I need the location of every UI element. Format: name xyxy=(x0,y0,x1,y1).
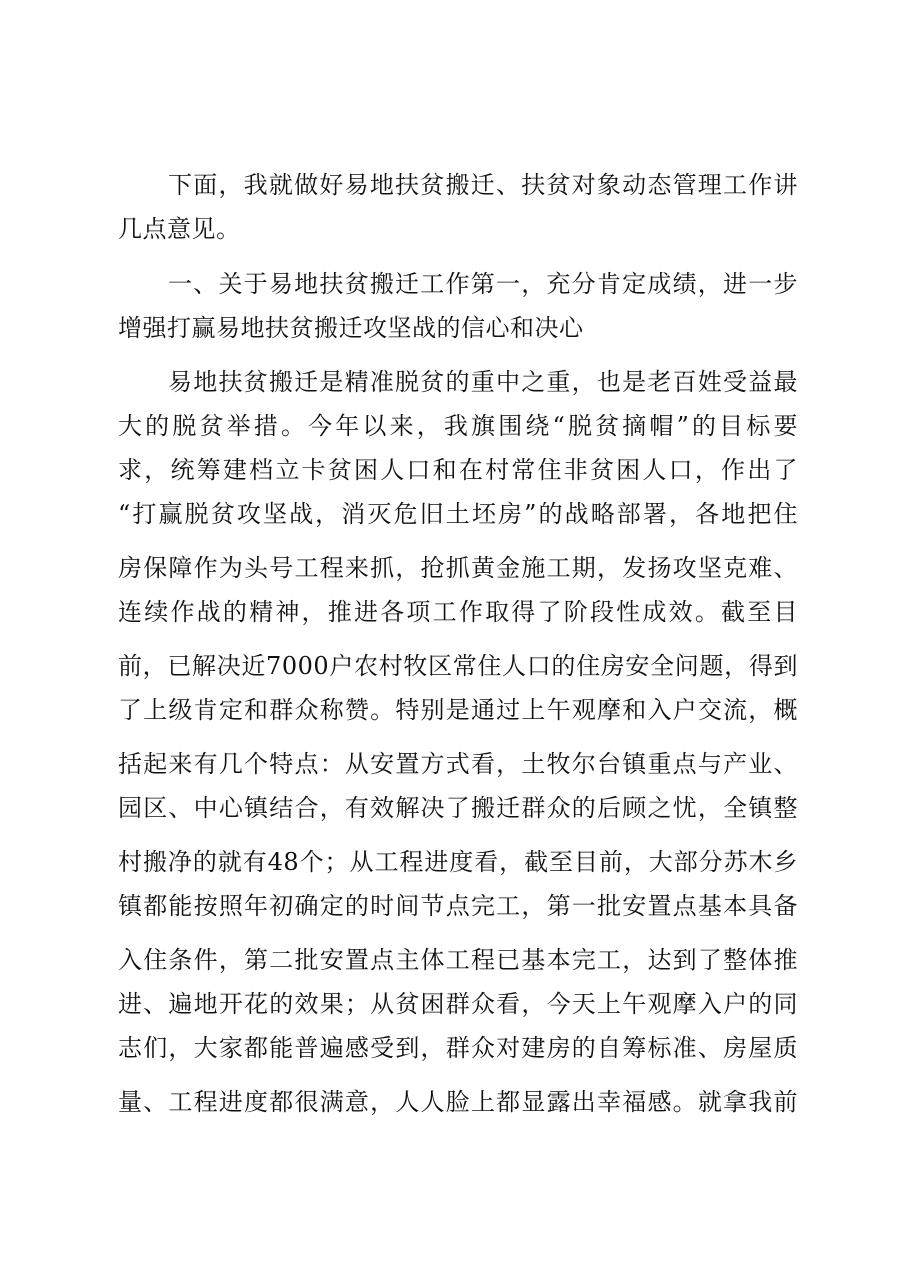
body-line-16: 量、工程进度都很满意，人人脸上都显露出幸福感。就拿我前 xyxy=(118,1088,798,1116)
body-line-13: 入住条件，第二批安置点主体工程已基本完工，达到了整体推 xyxy=(118,946,798,974)
body-line-2: 大的脱贫举措。今年以来，我旗围绕“脱贫摘帽”的目标要 xyxy=(118,412,798,440)
body-line-14: 进、遍地开花的效果；从贫困群众看，今天上午观摩入户的同 xyxy=(118,990,798,1018)
body-line-6: 连续作战的精神，推进各项工作取得了阶段性成效。截至目 xyxy=(118,598,798,626)
body-line-3: 求，统筹建档立卡贫困人口和在村常住非贫困人口，作出了 xyxy=(118,456,798,484)
body-line-12: 镇都能按照年初确定的时间节点完工，第一批安置点基本具备 xyxy=(118,892,798,920)
body-line-9: 括起来有几个特点：从安置方式看，土牧尔台镇重点与产业、 xyxy=(118,750,798,778)
body-line-10: 园区、中心镇结合，有效解决了搬迁群众的后顾之忧，全镇整 xyxy=(118,794,798,822)
paragraph-line-1: 下面，我就做好易地扶贫搬迁、扶贫对象动态管理工作讲 xyxy=(168,171,798,199)
body-line-8: 了上级肯定和群众称赞。特别是通过上午观摩和入户交流，概 xyxy=(118,696,798,724)
heading-line-2: 增强打赢易地扶贫搬迁攻坚战的信心和决心 xyxy=(118,314,584,342)
paragraph-line-2: 几点意见。 xyxy=(118,215,241,243)
body-line-15: 志们，大家都能普遍感受到，群众对建房的自筹标准、房屋质 xyxy=(118,1034,798,1062)
heading-line-1: 一、关于易地扶贫搬迁工作第一，充分肯定成绩，进一步 xyxy=(168,270,798,298)
body-line-5: 房保障作为头号工程来抓，抢抓黄金施工期，发扬攻坚克难、 xyxy=(118,554,798,582)
body-line-4: “打赢脱贫攻坚战，消灭危旧土坯房”的战略部署，各地把住 xyxy=(118,500,798,528)
body-line-11: 村搬净的就有48个；从工程进度看，截至目前，大部分苏木乡 xyxy=(118,848,798,876)
body-line-7: 前，已解决近7000户农村牧区常住人口的住房安全问题，得到 xyxy=(118,652,798,680)
body-line-1: 易地扶贫搬迁是精准脱贫的重中之重，也是老百姓受益最 xyxy=(168,368,798,396)
